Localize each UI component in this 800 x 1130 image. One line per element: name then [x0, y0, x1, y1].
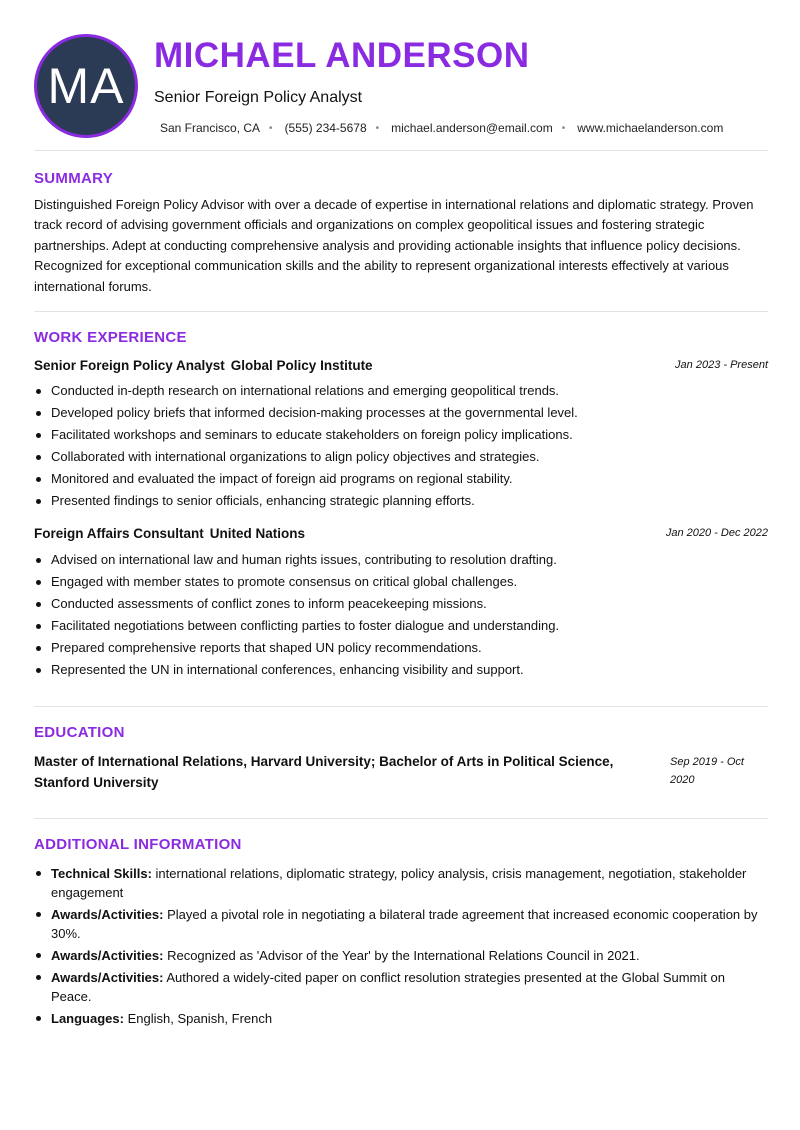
item-text: Authored a widely-cited paper on conflict resolution strategies presented at the Global Summit on Peace. [51, 970, 725, 1004]
education-heading: EDUCATION [34, 724, 125, 741]
section-divider [34, 311, 768, 312]
list-item: Facilitated workshops and seminars to educate stakeholders on foreign policy implications. [34, 427, 768, 443]
resume-header [34, 34, 768, 138]
avatar [34, 34, 138, 138]
section-divider [34, 150, 768, 151]
job-organization: United Nations [209, 526, 306, 541]
list-item: Conducted assessments of conflict zones to inform peacekeeping missions. [34, 596, 768, 612]
list-item: Represented the UN in international conferences, enhancing visibility and support. [34, 662, 768, 678]
contact-location: San Francisco, CA [160, 121, 261, 135]
list-item [34, 968, 764, 1006]
item-text: international relations, diplomatic strategy, policy analysis, crisis management, negotiation, stakeholder engagement [51, 866, 747, 900]
job-date: Jan 2023 - Present [675, 359, 768, 371]
avatar-initials: MA [47, 58, 125, 114]
contact-phone[interactable]: (555) 234-5678 [284, 121, 367, 135]
job-bullets [34, 383, 768, 515]
candidate-headline: Senior Foreign Policy Analyst [154, 89, 363, 106]
item-label: Awards/Activities: [51, 948, 164, 963]
section-divider [34, 706, 768, 707]
contact-website[interactable]: www.michaelanderson.com [577, 121, 724, 135]
job-header [34, 358, 768, 378]
list-item [34, 864, 764, 902]
education-degree: Master of International Relations, Harvard University; Bachelor of Arts in Political Science, Stanford University [34, 754, 614, 790]
additional-heading: ADDITIONAL INFORMATION [34, 836, 242, 853]
list-item [34, 1009, 764, 1028]
job-header [34, 526, 768, 546]
job-organization: Global Policy Institute [230, 358, 373, 373]
list-item: Collaborated with international organizations to align policy objectives and strategies. [34, 449, 768, 465]
candidate-name: MICHAEL ANDERSON [154, 36, 530, 75]
separator-dot: • [269, 122, 273, 134]
contact-row [160, 121, 723, 135]
list-item: Monitored and evaluated the impact of foreign aid programs on regional stability. [34, 471, 768, 487]
item-text: English, Spanish, French [123, 1011, 273, 1026]
list-item: Conducted in-depth research on international relations and emerging geopolitical trends. [34, 383, 768, 399]
job-date: Jan 2020 - Dec 2022 [665, 527, 768, 539]
list-item: Developed policy briefs that informed decision-making processes at the governmental level. [34, 405, 768, 421]
item-text: Recognized as 'Advisor of the Year' by the International Relations Council in 2021. [163, 948, 640, 963]
list-item: Advised on international law and human rights issues, contributing to resolution drafting. [34, 552, 768, 568]
list-item: Presented findings to senior officials, enhancing strategic planning efforts. [34, 493, 768, 509]
item-label: Awards/Activities: [51, 970, 164, 985]
list-item [34, 946, 764, 965]
education-date: Sep 2019 - Oct 2020 [670, 756, 744, 786]
item-label: Technical Skills: [51, 866, 152, 881]
job-title [34, 526, 305, 541]
item-text: Played a pivotal role in negotiating a bilateral trade agreement that increased economic cooperation by 30%. [51, 907, 758, 941]
separator-dot: • [561, 122, 566, 134]
separator-dot: • [375, 122, 380, 134]
job-role: Foreign Affairs Consultant [34, 526, 204, 541]
section-divider [34, 818, 768, 819]
list-item: Facilitated negotiations between conflicting parties to foster dialogue and understanding. [34, 618, 768, 634]
item-label: Awards/Activities: [51, 907, 164, 922]
job-title [34, 358, 373, 373]
summary-text: Distinguished Foreign Policy Advisor with over a decade of expertise in international relations and diplomatic strategy. Proven track record of advising government officials and organizations on complex geopolitical issues and fostering strategic partnerships. Adept at conducting comprehensive analysis and providing actionable insights that influence policy decisions. Recognized for exceptional communication skills and the ability to represent organizational interests effectively at various international forums. [34, 197, 754, 294]
additional-list [34, 864, 764, 1031]
summary-heading: SUMMARY [34, 170, 114, 187]
item-label: Languages: [51, 1011, 124, 1026]
list-item: Prepared comprehensive reports that shaped UN policy recommendations. [34, 640, 768, 656]
job-role: Senior Foreign Policy Analyst [34, 358, 225, 373]
job-bullets [34, 552, 768, 684]
contact-email[interactable]: michael.anderson@email.com [391, 121, 553, 135]
list-item [34, 905, 764, 943]
experience-heading: WORK EXPERIENCE [34, 329, 187, 346]
list-item: Engaged with member states to promote consensus on critical global challenges. [34, 574, 768, 590]
